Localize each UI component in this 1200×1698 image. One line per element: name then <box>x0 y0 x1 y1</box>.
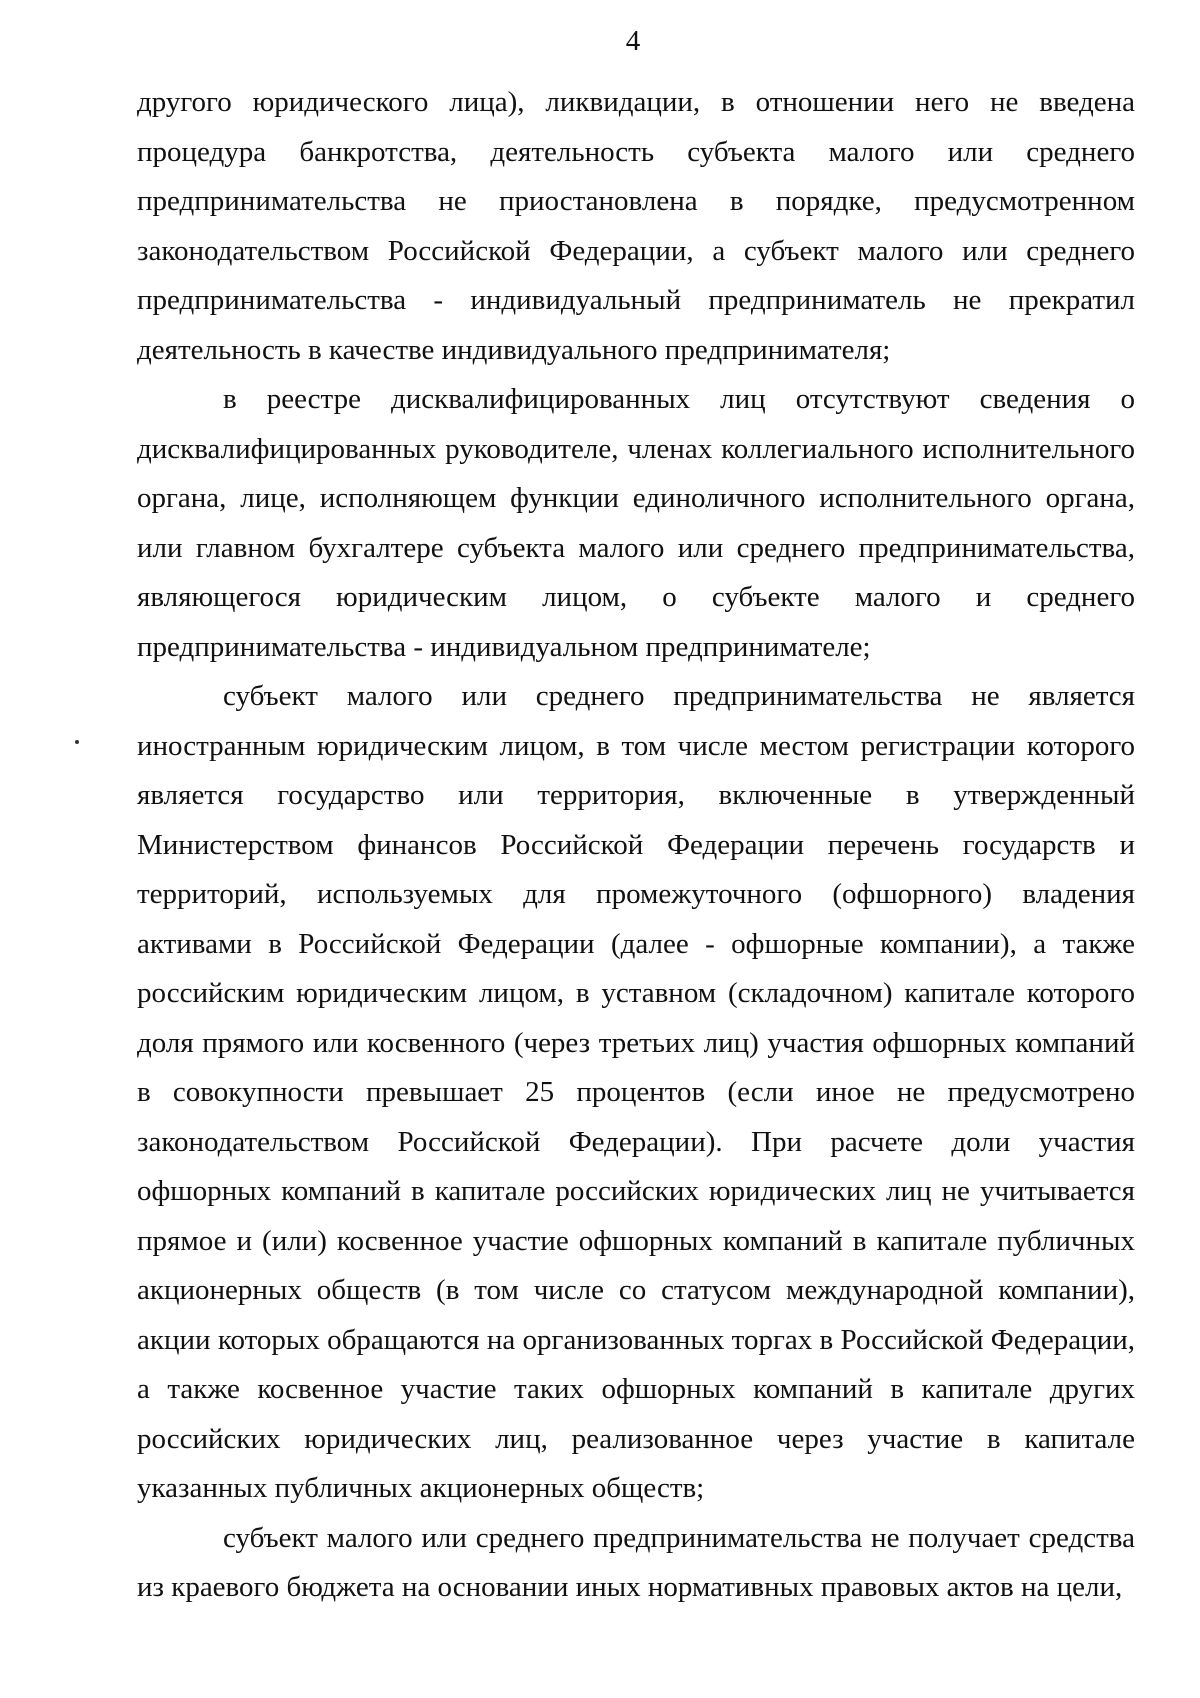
paragraph-continuation: другого юридического лица), ликвидации, в отношении него не введена процедура банкротства, деятельность субъекта малого или среднего предпринимательства не приостановлена в порядке, предусмотренном законодательством Российской Федерации, а субъект малого или среднего предпринимательства - индивидуальный предприниматель не прекратил деятельность в качестве индивидуального предпринимателя; <box>137 86 1135 366</box>
paragraph-offshore-companies: субъект малого или среднего предпринимательства не является иностранным юридическим лицом, в том числе местом регистрации которого является государство или территория, включенные в утвержденный Министерством финансов Российской Федерации перечень государств и территорий, используемых для промежуточного (офшорного) владения активами в Российской Федерации (далее - офшорные компании), а также российским юридическим лицом, в уставном (складочном) капитале которого доля прямого или косвенного (через третьих лиц) участия офшорных компаний в совокупности превышает 25 процентов (если иное не предусмотрено законодательством Российской Федерации). При расчете доли участия офшорных компаний в капитале российских юридических лиц не учитывается прямое и (или) косвенное участие офшорных компаний в капитале публичных акционерных обществ (в том числе со статусом международной компании), акции которых обращаются на организованных торгах в Российской Федерации, а также косвенное участие таких офшорных компаний в капитале других российских юридических лиц, реализованное через участие в капитале указанных публичных акционерных обществ; <box>137 680 1135 1504</box>
paragraph-regional-budget: субъект малого или среднего предпринимательства не получает средства из краевого бюджета на основании иных нормативных правовых актов на цели, <box>137 1521 1135 1603</box>
paragraph-disqualified-persons: в реестре дисквалифицированных лиц отсутствуют сведения о дисквалифицированных руководителе, членах коллегиального исполнительного органа, лице, исполняющем функции единоличного исполнительного органа, или главном бухгалтере субъекта малого или среднего предпринимательства, являющегося юридическим лицом, о субъекте малого и среднего предпринимательства - индивидуальном предпринимателе; <box>137 383 1135 663</box>
document-body <box>137 78 1135 1613</box>
page-number: 4 <box>625 25 641 57</box>
scan-artifact-dot <box>75 740 79 744</box>
